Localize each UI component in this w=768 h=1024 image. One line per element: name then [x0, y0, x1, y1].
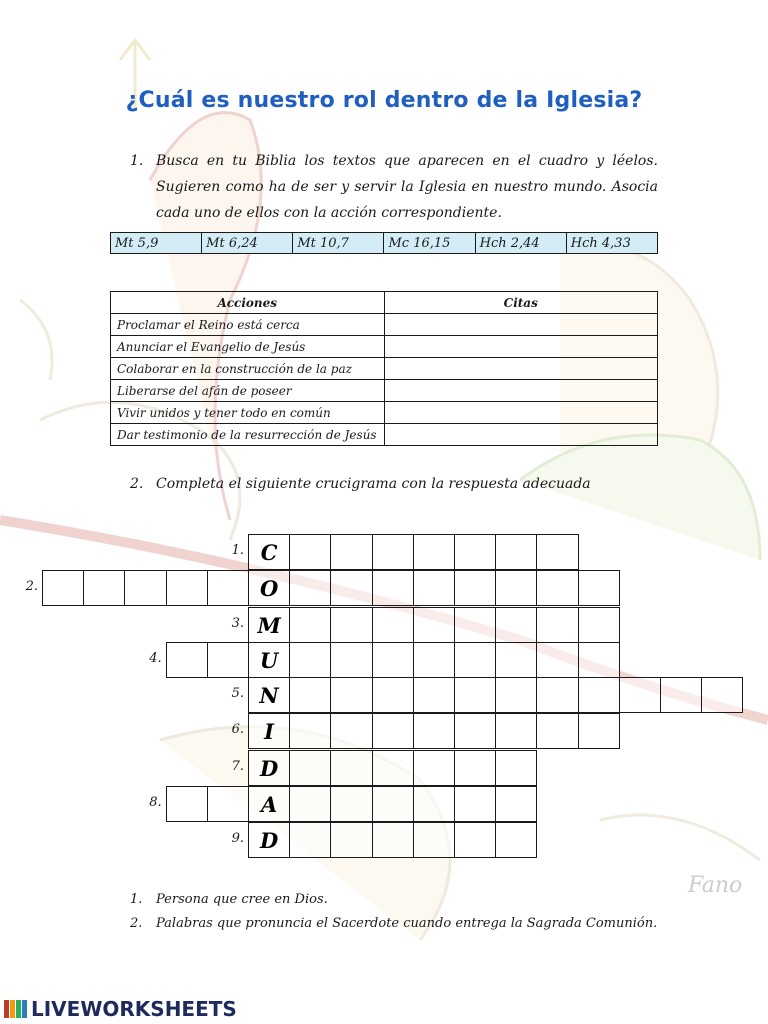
- crossword-cell[interactable]: [413, 677, 455, 713]
- crossword-cell[interactable]: [289, 750, 331, 786]
- crossword-key-letter: U: [248, 642, 290, 678]
- citas-header: Citas: [384, 292, 658, 314]
- crossword-row-number: 6.: [231, 722, 244, 737]
- crossword-cell[interactable]: [372, 677, 414, 713]
- crossword-cell[interactable]: [454, 786, 496, 822]
- crossword-cell[interactable]: [289, 713, 331, 749]
- crossword-cell[interactable]: [330, 713, 372, 749]
- crossword-cell[interactable]: [289, 822, 331, 858]
- crossword-cell[interactable]: [289, 534, 331, 570]
- crossword-cell[interactable]: [166, 642, 208, 678]
- question-2-text: Completa el siguiente crucigrama con la respuesta adecuada: [156, 476, 591, 492]
- crossword-key-letter: N: [248, 677, 290, 713]
- crossword-cell[interactable]: [207, 570, 249, 606]
- crossword-cell[interactable]: [413, 607, 455, 643]
- crossword-cell[interactable]: [289, 677, 331, 713]
- crossword-cell[interactable]: [413, 570, 455, 606]
- crossword-row-number: 9.: [231, 831, 244, 846]
- crossword-cell[interactable]: [372, 713, 414, 749]
- action-cell: Proclamar el Reino está cerca: [111, 314, 385, 336]
- crossword-cell[interactable]: [372, 786, 414, 822]
- liveworksheets-logo[interactable]: [3, 994, 237, 1024]
- crossword-cell[interactable]: [330, 607, 372, 643]
- crossword-cell[interactable]: [495, 534, 537, 570]
- crossword-cell[interactable]: [536, 607, 578, 643]
- crossword-key-letter: M: [248, 607, 290, 643]
- citation-cell: Mt 5,9: [111, 233, 202, 254]
- crossword-cell[interactable]: [495, 786, 537, 822]
- crossword-cell[interactable]: [454, 570, 496, 606]
- crossword-row-number: 1.: [231, 543, 244, 558]
- question-1-text: Busca en tu Biblia los textos que aparecen en el cuadro y léelos. Sugieren como ha de ser y servir la Iglesia en nuestro mundo. Asocia cada uno de ellos con la acción correspondiente.: [156, 153, 658, 221]
- clue-number: 2.: [130, 916, 143, 931]
- crossword-cell[interactable]: [124, 570, 166, 606]
- action-cell: Liberarse del afán de poseer: [111, 380, 385, 402]
- crossword-cell[interactable]: [372, 822, 414, 858]
- clue-text: Palabras que pronuncia el Sacerdote cuando entrega la Sagrada Comunión.: [156, 916, 658, 931]
- crossword-cell[interactable]: [166, 570, 208, 606]
- clue-item: [130, 912, 690, 936]
- page-title: ¿Cuál es nuestro rol dentro de la Iglesia?: [125, 88, 643, 113]
- crossword-cell[interactable]: [495, 642, 537, 678]
- crossword-row-number: 5.: [231, 686, 244, 701]
- action-cell: Dar testimonio de la resurrección de Jesús: [111, 424, 385, 446]
- citation-cell: Hch 2,44: [475, 233, 566, 254]
- crossword-cell[interactable]: [454, 534, 496, 570]
- crossword-cell[interactable]: [578, 677, 620, 713]
- crossword-key-letter: I: [248, 713, 290, 749]
- crossword-cell[interactable]: [330, 534, 372, 570]
- crossword-cell[interactable]: [495, 570, 537, 606]
- crossword-cell[interactable]: [536, 534, 578, 570]
- crossword-cell[interactable]: [536, 677, 578, 713]
- crossword-cell[interactable]: [413, 822, 455, 858]
- question-2-number: 2.: [130, 476, 144, 492]
- crossword-key-letter: D: [248, 822, 290, 858]
- crossword-cell[interactable]: [578, 642, 620, 678]
- crossword-cell[interactable]: [454, 642, 496, 678]
- crossword-cell[interactable]: [330, 642, 372, 678]
- clue-item: [130, 888, 690, 912]
- crossword-cell[interactable]: [413, 642, 455, 678]
- crossword-cell[interactable]: [495, 713, 537, 749]
- logo-text: LIVEWORKSHEETS: [31, 997, 237, 1021]
- clue-text: Persona que cree en Dios.: [156, 892, 328, 907]
- crossword-cell[interactable]: [372, 607, 414, 643]
- crossword-cell[interactable]: [372, 534, 414, 570]
- crossword-cell[interactable]: [495, 750, 537, 786]
- action-cell: Anunciar el Evangelio de Jesús: [111, 336, 385, 358]
- crossword-cell[interactable]: [578, 713, 620, 749]
- action-cell: Colaborar en la construcción de la paz: [111, 358, 385, 380]
- crossword-key-letter: O: [248, 570, 290, 606]
- clues-list: [130, 888, 690, 936]
- crossword-cell[interactable]: [619, 677, 661, 713]
- citation-cell: Hch 4,33: [566, 233, 657, 254]
- crossword-cell[interactable]: [495, 822, 537, 858]
- crossword-cell[interactable]: [207, 642, 249, 678]
- crossword-cell[interactable]: [330, 750, 372, 786]
- crossword-cell[interactable]: [413, 713, 455, 749]
- crossword-cell[interactable]: [578, 607, 620, 643]
- crossword-cell[interactable]: [330, 786, 372, 822]
- crossword-cell[interactable]: [454, 822, 496, 858]
- crossword-cell[interactable]: [83, 570, 125, 606]
- crossword-cell[interactable]: [701, 677, 743, 713]
- watermark-text: Fano: [688, 873, 743, 898]
- crossword-row-number: 4.: [149, 651, 162, 666]
- crossword-cell[interactable]: [289, 642, 331, 678]
- logo-icon: [3, 998, 29, 1020]
- crossword-cell[interactable]: [289, 607, 331, 643]
- crossword-cell[interactable]: [289, 570, 331, 606]
- crossword-cell[interactable]: [454, 677, 496, 713]
- crossword-cell[interactable]: [413, 534, 455, 570]
- crossword-cell[interactable]: [454, 750, 496, 786]
- crossword-cell[interactable]: [166, 786, 208, 822]
- crossword-cell[interactable]: [330, 677, 372, 713]
- crossword-cell[interactable]: [536, 570, 578, 606]
- crossword-cell[interactable]: [372, 750, 414, 786]
- crossword-cell[interactable]: [495, 677, 537, 713]
- crossword-row-number: 8.: [149, 795, 162, 810]
- citation-cell: Mt 6,24: [202, 233, 293, 254]
- crossword-cell[interactable]: [372, 570, 414, 606]
- citation-cell: Mc 16,15: [384, 233, 475, 254]
- crossword-row-number: 2.: [25, 579, 38, 594]
- crossword-cell[interactable]: [207, 786, 249, 822]
- crossword-cell[interactable]: [413, 786, 455, 822]
- crossword-cell[interactable]: [289, 786, 331, 822]
- crossword-key-letter: D: [248, 750, 290, 786]
- action-cell: Vivir unidos y tener todo en común: [111, 402, 385, 424]
- crossword-key-letter: A: [248, 786, 290, 822]
- crossword-cell[interactable]: [578, 570, 620, 606]
- crossword-row-number: 3.: [231, 616, 244, 631]
- crossword-key-letter: C: [248, 534, 290, 570]
- crossword-cell[interactable]: [536, 713, 578, 749]
- crossword-cell[interactable]: [536, 642, 578, 678]
- citation-cell: Mt 10,7: [293, 233, 384, 254]
- crossword-cell[interactable]: [413, 750, 455, 786]
- crossword-cell[interactable]: [330, 822, 372, 858]
- crossword-cell[interactable]: [330, 570, 372, 606]
- crossword-cell[interactable]: [372, 642, 414, 678]
- crossword-cell[interactable]: [660, 677, 702, 713]
- actions-header: Acciones: [111, 292, 385, 314]
- clue-number: 1.: [130, 892, 143, 907]
- question-1-number: 1.: [130, 153, 144, 169]
- crossword-cell[interactable]: [42, 570, 84, 606]
- crossword-row-number: 7.: [231, 759, 244, 774]
- crossword-cell[interactable]: [495, 607, 537, 643]
- crossword-cell[interactable]: [454, 607, 496, 643]
- crossword-cell[interactable]: [454, 713, 496, 749]
